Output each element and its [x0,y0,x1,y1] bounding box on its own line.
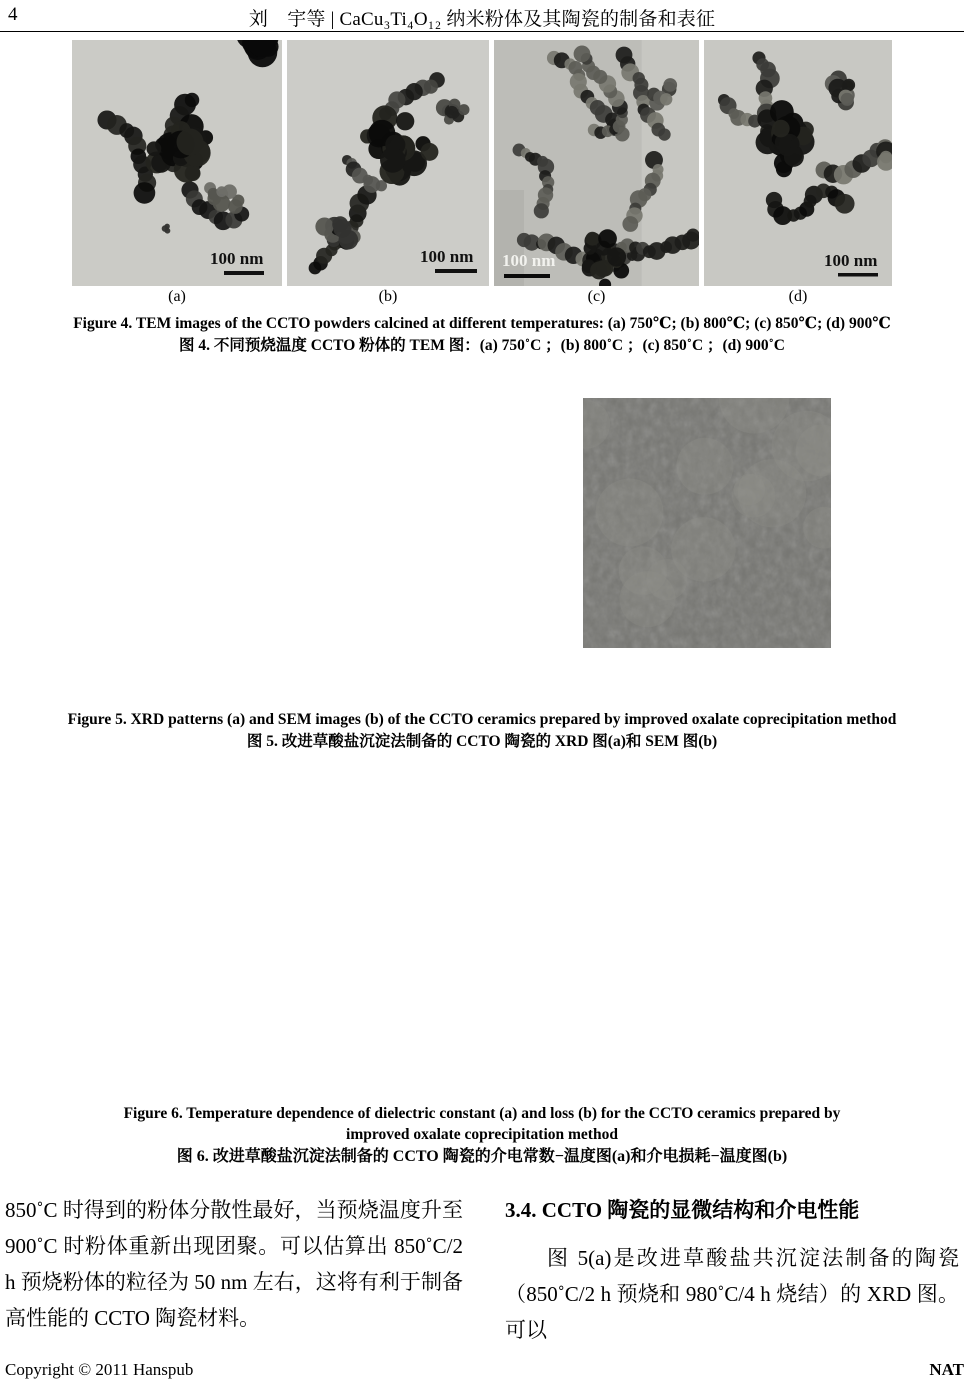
figure4-caption-zh: 图 4. 不同预烧温度 CCTO 粉体的 TEM 图：(a) 750˚C ；(b) 800˚C ；(c) 850˚C ；(d) 900˚C [179,337,785,354]
figure6-caption-zh: 图 6. 改进草酸盐沉淀法制备的 CCTO 陶瓷的介电常数−温度图(a)和介电损耗−温度图(b) [176,1148,788,1165]
body-right-paragraph: 图 5(a)是改进草酸盐共沉淀法制备的陶瓷（850˚C/2 h 预烧和 980˚C/4 h 烧结）的 XRD 图。可以 [505,1246,959,1342]
dielectric-loss-chart [496,786,912,1104]
figure5-caption-en: Figure 5. XRD patterns (a) and SEM images (b) of the CCTO ceramics prepared by improved oxalate coprecipitation method [67,711,897,728]
panel-label-a: (a) [168,288,186,305]
figure6-caption-en-1: Figure 6. Temperature dependence of dielectric constant (a) and loss (b) for the CCTO ceramics prepared by [123,1105,841,1122]
svg-text:100 nm: 100 nm [210,249,264,268]
figure6-plot-b-wrap [496,786,912,1109]
dielectric-constant-chart [78,786,494,1104]
svg-text:100 nm: 100 nm [502,251,556,270]
figure4-tem-strip [72,40,892,286]
running-title: 刘 宇等 | CaCu₃Ti₄O₁₂ 纳米粉体及其陶瓷的制备和表征 [248,9,716,30]
figure6-plot-a-wrap [78,786,494,1109]
xrd-chart [130,400,508,705]
tem-image-a [72,40,282,286]
sem-image [583,398,831,672]
figure5-sem-wrap [583,398,831,677]
footer-journal: NAT [929,1360,964,1379]
panel-label-b: (b) [378,288,398,305]
svg-text:100 nm: 100 nm [824,251,878,270]
tem-image-d [704,40,892,286]
figure6-caption-en-2: improved oxalate coprecipitation method [346,1126,618,1143]
svg-text:100 nm: 100 nm [420,247,474,266]
figure5-xrd-chart-wrap [130,400,508,710]
panel-label-c: (c) [587,288,606,305]
figure4-caption-en: Figure 4. TEM images of the CCTO powders calcined at different temperatures: (a) 750℃; (b) 800℃; (c) 850℃; (d) 900℃ [73,315,891,332]
tem-image-c [494,40,699,286]
footer-copyright: Copyright © 2011 Hanspub [5,1360,194,1379]
panel-label-d: (d) [788,288,808,305]
body-left-paragraph: 850˚C 时得到的粉体分散性最好，当预烧温度升至 900˚C 时粉体重新出现团聚。可以估算出 850˚C/2 h 预烧粉体的粒径为 50 nm 左右，这将有利于制备高性能的 CCTO 陶瓷材料。 [5,1198,463,1330]
body-text [5,1192,959,1348]
page-number: 4 [8,4,18,25]
tem-image-b [287,40,489,286]
figure5-caption-zh: 图 5. 改进草酸盐沉淀法制备的 CCTO 陶瓷的 XRD 图(a)和 SEM 图(b) [246,733,718,750]
figure4-panel-labels [72,288,892,306]
section-heading: 3.4. CCTO 陶瓷的显微结构和介电性能 [505,1198,860,1222]
body-right-column [505,1192,959,1348]
page-header [0,0,964,32]
